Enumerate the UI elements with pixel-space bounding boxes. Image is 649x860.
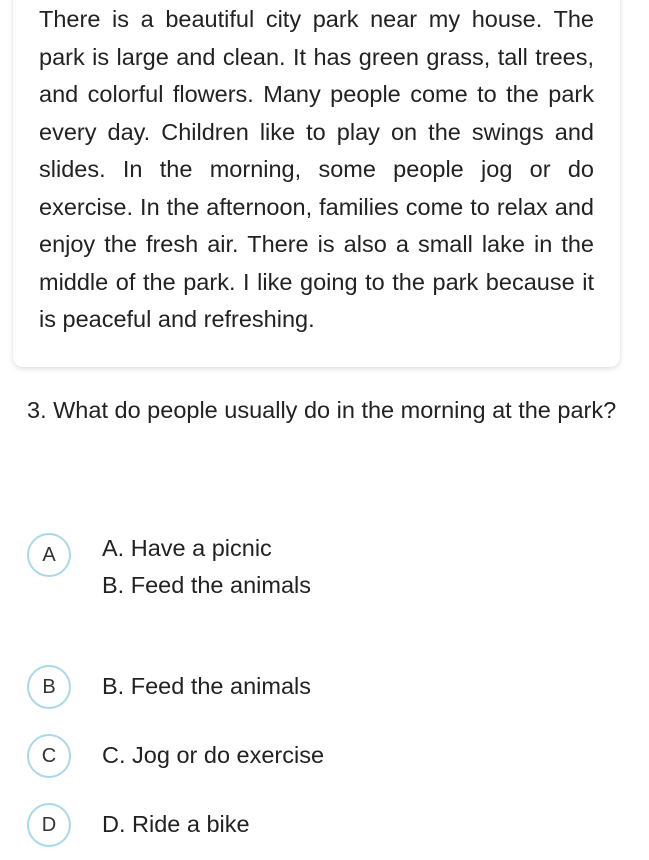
option-d-badge[interactable]: D <box>27 803 71 847</box>
option-b-label: B. Feed the animals <box>102 673 311 699</box>
answer-option-d[interactable] <box>27 803 627 847</box>
option-c-label: C. Jog or do exercise <box>102 742 325 768</box>
option-a-badge[interactable]: A <box>27 533 71 577</box>
reading-passage-text: There is a beautiful city park near my house. The park is large and clean. It has green grass, tall trees, and colorful flowers. Many people come to the park every day. Children like to play on the swings and slides. In the morning, some people jog or do exercise. In the afternoon, families come to relax and enjoy the fresh air. There is also a small lake in the middle of the park. I like going to the park because it is peaceful and refreshing. <box>39 6 594 332</box>
option-b-badge[interactable]: B <box>27 665 71 709</box>
option-d-label: D. Ride a bike <box>102 811 250 837</box>
answer-option-a[interactable] <box>27 533 627 604</box>
option-a-line-2: B. Feed the animals <box>102 572 311 598</box>
answer-option-c[interactable] <box>27 734 627 778</box>
option-c-badge[interactable]: C <box>27 734 71 778</box>
option-a-label <box>102 530 311 604</box>
question-text: 3. What do people usually do in the morning at the park? <box>27 397 617 423</box>
answer-option-b[interactable] <box>27 665 627 709</box>
option-a-line-1: A. Have a picnic <box>102 535 272 561</box>
reading-passage-card <box>13 0 620 367</box>
